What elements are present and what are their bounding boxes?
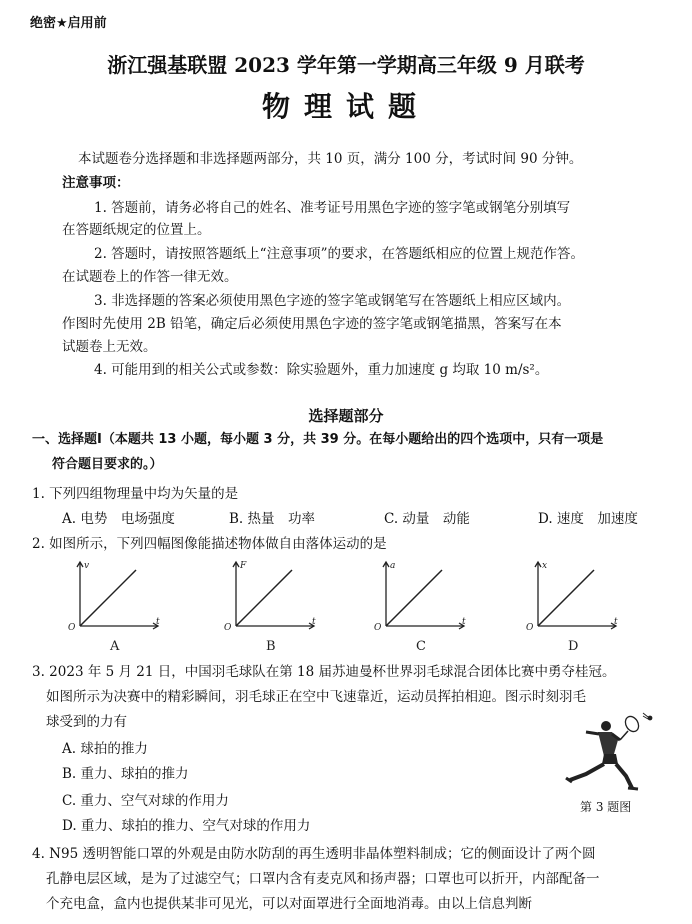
question-3-option-c: C. 重力、空气对球的作用力 [62, 793, 229, 809]
question-1-option-d: D. 速度 加速度 [538, 511, 638, 527]
graph-c [372, 558, 472, 658]
graph-a [66, 558, 166, 658]
graph-b-letter: B [266, 639, 276, 654]
graph-d-origin: O [526, 623, 534, 633]
question-1-stem: 1. 下列四组物理量中均为矢量的是 [32, 486, 239, 502]
question-1-option-a: A. 电势 电场强度 [62, 511, 175, 527]
question-3-option-a: A. 球拍的推力 [62, 741, 148, 757]
figure-3-caption: 第 3 题图 [580, 800, 632, 814]
note-3: 3. 非选择题的答案必须使用黑色字迹的签字笔或钢笔写在答题纸上相应区域内。 [94, 293, 571, 309]
graph-d-x-label: t [614, 617, 618, 627]
note-3-end: 试题卷上无效。 [62, 339, 157, 355]
notes-heading: 注意事项： [62, 175, 130, 191]
question-2-stem: 2. 如图所示，下列四幅图像能描述物体做自由落体运动的是 [32, 536, 387, 552]
question-3-line-1: 3. 2023 年 5 月 21 日，中国羽毛球队在第 18 届苏迪曼杯世界羽毛球混合团体比赛中勇夺桂冠。 [32, 664, 616, 680]
graph-a-x-label: t [156, 617, 160, 627]
graph-b-y-label: F [240, 561, 247, 571]
note-2: 2. 答题时，请按照答题纸上“注意事项”的要求，在答题纸相应的位置上规范作答。 [94, 246, 584, 262]
question-4-line-1: 4. N95 透明智能口罩的外观是由防水防刮的再生透明非晶体塑料制成；它的侧面设计了两个圆 [32, 846, 596, 862]
note-1-cont: 在答题纸规定的位置上。 [62, 222, 211, 238]
question-3-option-d: D. 重力、球拍的推力、空气对球的作用力 [62, 818, 311, 834]
graph-d-letter: D [568, 639, 579, 654]
question-1-option-b: B. 热量 功率 [229, 511, 316, 527]
graph-c-y-label: a [390, 561, 396, 571]
part-1-instructions-cont: 符合题目要求的。） [52, 457, 163, 472]
question-3-line-2: 如图所示为决赛中的精彩瞬间，羽毛球正在空中飞速靠近，运动员挥拍相迎。图示时刻羽毛 [46, 689, 586, 705]
graph-b [222, 558, 322, 658]
exam-title: 浙江强基联盟 2023 学年第一学期高三年级 9 月联考 [107, 53, 585, 77]
subject-title: 物理试题 [261, 90, 430, 123]
intro-text: 本试题卷分选择题和非选择题两部分，共 10 页，满分 100 分，考试时间 90 分钟。 [78, 151, 583, 167]
note-2-cont: 在试题卷上的作答一律无效。 [62, 269, 238, 285]
badminton-player-figure [562, 710, 672, 795]
confidential-label: 绝密★启用前 [30, 16, 107, 31]
graph-a-origin: O [68, 623, 76, 633]
graph-c-letter: C [416, 639, 426, 654]
graph-a-letter: A [110, 639, 120, 654]
question-3-line-3: 球受到的力有 [46, 714, 127, 730]
note-3-cont: 作图时先使用 2B 铅笔，确定后必须使用黑色字迹的签字笔或钢笔描黑，答案写在本 [62, 316, 562, 332]
section-title: 选择题部分 [308, 407, 384, 425]
question-4-line-3: 个充电盒，盒内也提供某非可见光，可以对面罩进行全面地消毒。由以上信息判断 [46, 896, 532, 912]
question-4-line-2: 孔静电层区域，是为了过滤空气；口罩内含有麦克风和扬声器；口罩也可以折开，内部配备一 [46, 871, 600, 887]
graph-b-origin: O [224, 623, 232, 633]
graph-b-x-label: t [312, 617, 316, 627]
graph-d-y-label: x [542, 561, 548, 571]
note-1: 1. 答题前，请务必将自己的姓名、准考证号用黑色字迹的签字笔或钢笔分别填写 [94, 200, 571, 216]
note-4: 4. 可能用到的相关公式或参数：除实验题外，重力加速度 g 均取 10 m/s²。 [94, 362, 549, 378]
graph-d [524, 558, 624, 658]
question-1-option-c: C. 动量 动能 [384, 511, 470, 527]
graph-c-x-label: t [462, 617, 466, 627]
graph-a-y-label: v [84, 561, 90, 571]
graph-c-origin: O [374, 623, 382, 633]
part-1-instructions: 一、选择题Ⅰ（本题共 13 小题，每小题 3 分，共 39 分。在每小题给出的四个选项中，只有一项是 [32, 432, 604, 447]
question-3-option-b: B. 重力、球拍的推力 [62, 766, 189, 782]
